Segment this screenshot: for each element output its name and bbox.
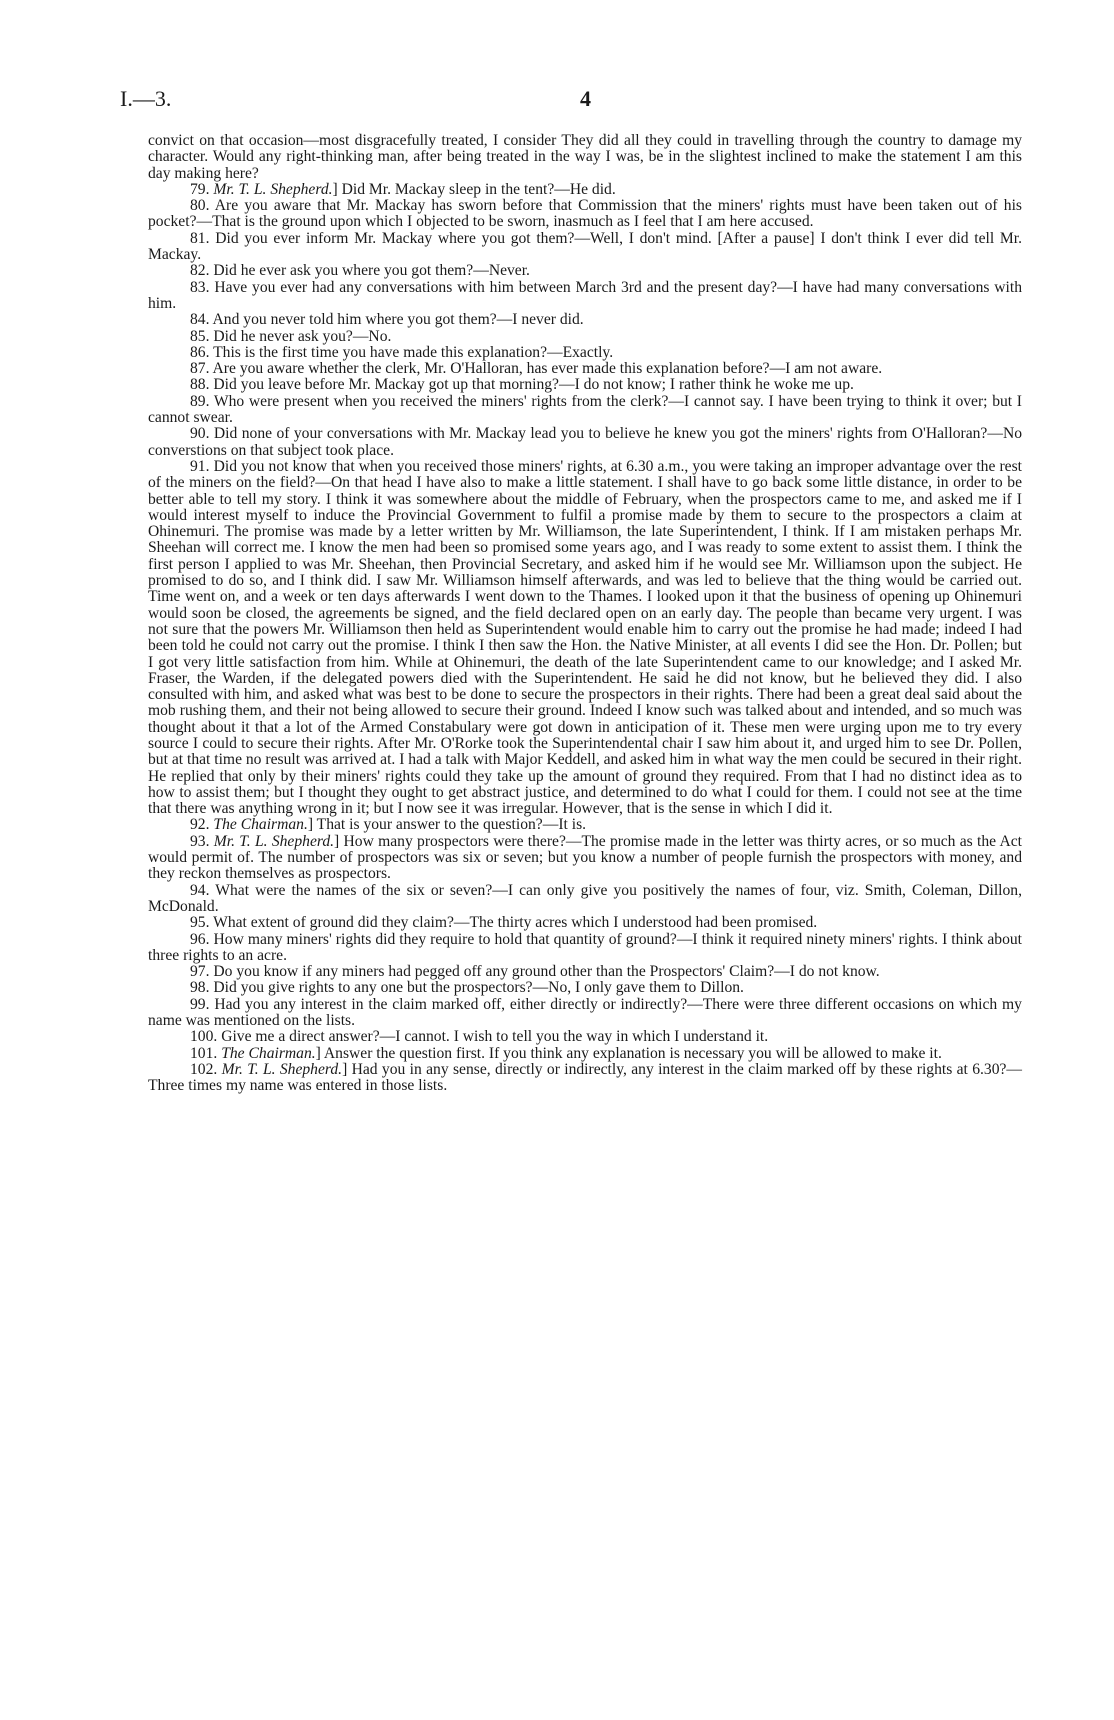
evidence-paragraph bbox=[148, 231, 1022, 264]
paragraph-text: Who were present when you received the miners' rights from the clerk?—I cannot say. I have been trying to think it over; but I cannot swear. bbox=[148, 392, 1023, 427]
question-number: 84. bbox=[190, 311, 210, 329]
paragraph-text: Did Mr. Mackay sleep in the tent?—He did. bbox=[341, 180, 616, 198]
question-number: 88. bbox=[190, 376, 210, 394]
evidence-paragraph bbox=[148, 133, 1022, 182]
evidence-paragraph bbox=[148, 361, 1022, 377]
question-number: 100. bbox=[190, 1028, 218, 1046]
evidence-paragraph bbox=[148, 964, 1022, 980]
evidence-paragraph bbox=[148, 915, 1022, 931]
question-number: 83. bbox=[190, 278, 210, 296]
question-number: 101. bbox=[190, 1044, 218, 1062]
paragraph-text: Did you ever inform Mr. Mackay where you got them?—Well, I don't mind. [After a pause] I don't think I ever did tell Mr. Mackay. bbox=[148, 229, 1022, 264]
evidence-paragraph: 93. Mr. T. L. Shepherd.] How many prospectors were there?—The promise made in the letter was thirty acres, or so much as the Act would permit of. The number of prospectors was six or seven; but you know a number of people furnish the prospectors with money, and they reckon themselves as prospectors. bbox=[148, 832, 1022, 883]
paragraph-text: That is your answer to the question?—It is. bbox=[316, 816, 587, 834]
question-number: 98. bbox=[190, 979, 210, 997]
paper-reference: I.—3. bbox=[120, 86, 172, 111]
question-number: 89. bbox=[190, 392, 210, 410]
speaker-name: Mr. T. L. Shepherd. bbox=[221, 1060, 343, 1078]
paragraph-text: Had you in any sense, directly or indirectly, any interest in the claim marked off by these rights at 6.30?—Three times my name was entered in those lists. bbox=[148, 1060, 1023, 1095]
question-number: 91. bbox=[190, 457, 210, 475]
paragraph-text: Did he ever ask you where you got them?—Never. bbox=[213, 262, 530, 280]
paragraph-text: What were the names of the six or seven?—I can only give you positively the names of four, viz. Smith, Coleman, Dillon, McDonald. bbox=[148, 881, 1023, 915]
evidence-paragraph bbox=[148, 263, 1022, 279]
paragraph-text: What extent of ground did they claim?—The thirty acres which I understood had been promised. bbox=[213, 914, 818, 932]
evidence-paragraph bbox=[148, 459, 1022, 818]
page-number: 4 bbox=[580, 86, 591, 111]
paragraph-text: Have you ever had any conversations with him between March 3rd and the present day?—I have had many conversations with him. bbox=[148, 278, 1023, 312]
paragraph-text: Are you aware whether the clerk, Mr. O'Halloran, has ever made this explanation before?—I am not aware. bbox=[212, 360, 883, 378]
question-number: 99. bbox=[190, 995, 210, 1013]
evidence-text bbox=[148, 133, 1022, 1095]
evidence-paragraph: 92. The Chairman.] That is your answer to the question?—It is. bbox=[190, 816, 587, 834]
paragraph-text: Did you give rights to any one but the prospectors?—No, I only gave them to Dillon. bbox=[213, 979, 744, 997]
paragraph-text: Do you know if any miners had pegged off any ground other than the Prospectors' Claim?—I do not know. bbox=[213, 963, 880, 981]
question-number: 94. bbox=[190, 881, 210, 899]
question-number: 92. bbox=[190, 816, 210, 834]
paragraph-text: Did you leave before Mr. Mackay got up that morning?—I do not know; I rather think he woke me up. bbox=[213, 376, 854, 394]
question-number: 79. bbox=[190, 180, 210, 198]
speaker-name: Mr. T. L. Shepherd. bbox=[213, 180, 333, 198]
question-number: 82. bbox=[190, 262, 210, 280]
question-number: 80. bbox=[190, 197, 210, 215]
evidence-paragraph bbox=[148, 198, 1022, 231]
evidence-paragraph bbox=[148, 980, 1022, 996]
question-number: 85. bbox=[190, 327, 210, 345]
question-number: 102. bbox=[190, 1060, 218, 1078]
evidence-paragraph: 101. The Chairman.] Answer the question first. If you think any explanation is necessary you will be allowed to make it. bbox=[190, 1044, 942, 1062]
evidence-paragraph bbox=[148, 997, 1022, 1030]
evidence-paragraph bbox=[148, 883, 1022, 916]
paragraph-text: Did he never ask you?—No. bbox=[213, 327, 392, 345]
evidence-paragraph bbox=[148, 932, 1022, 965]
question-number: 97. bbox=[190, 963, 210, 981]
paragraph-text: How many prospectors were there?—The promise made in the letter was thirty acres, or so much as the Act would permit of. The number of prospectors was six or seven; but you know a number of people furnish the prospectors with money, and they reckon themselves as prospectors. bbox=[148, 832, 1022, 883]
paragraph-text: convict on that occasion—most disgracefully treated, I consider They did all they could in travelling through the country to damage my character. Would any right-thinking man, after being treated in the way I was, be in the slightest inclined to make the statement I am this day making here? bbox=[148, 132, 1022, 182]
paragraph-text: And you never told him where you got them?—I never did. bbox=[212, 311, 584, 329]
question-number: 93. bbox=[190, 832, 210, 850]
evidence-paragraph bbox=[148, 329, 1022, 345]
question-number: 96. bbox=[190, 930, 210, 948]
paragraph-text: Did none of your conversations with Mr. Mackay lead you to believe he knew you got the miners' rights from O'Halloran?—No converstions on that subject took place. bbox=[148, 425, 1022, 459]
evidence-paragraph bbox=[148, 280, 1022, 313]
evidence-paragraph: 102. Mr. T. L. Shepherd.] Had you in any sense, directly or indirectly, any interest in the claim marked off by these rights at 6.30?—Three times my name was entered in those lists. bbox=[148, 1060, 1023, 1095]
paragraph-text: Had you any interest in the claim marked off, either directly or indirectly?—There were three different occasions on which my name was mentioned on the lists. bbox=[148, 995, 1022, 1030]
evidence-paragraph bbox=[148, 426, 1022, 459]
paragraph-text: Did you not know that when you received those miners' rights, at 6.30 a.m., you were taking an improper advantage over the rest of the miners on the field?—On that head I have also to make a little statement. I shall have to go back some little distance, in order to be better able to tell my story. I think it was somewhere about the middle of February, when the prospectors came to me, and asked me if I would interest myself to induce the Provincial Government to fulfil a promise made by them to secure to the prospectors a claim at Ohinemuri. The promise was made by a letter written by Mr. Williamson, the late Superintendent, I think. If I am mistaken perhaps Mr. Sheehan will correct me. I know the men had been so promised some years ago, and I was ready to some extent to assist them. I think the first person I applied to was Mr. Sheehan, then Provincial Secretary, and asked him if he would see Mr. Williamson upon the subject. He promised to do so, and I think did. I saw Mr. Williamson himself afterwards, and was led to believe that the thing would be carried out. Time went on, and a week or ten days afterwards I went down to the Thames. I looked upon it that the business of opening up Ohinemuri would soon be closed, the agreements be signed, and the field declared open on an early day. The people than became very urgent. I was not sure that the powers Mr. Williamson then held as Superintendent would enable him to carry out the promise he had made; indeed I had been told he could not carry out the promise. I think I then saw the Hon. the Native Minister, at all events I did see the Hon. Dr. Pollen; but I got very little satisfaction from him. While at Ohinemuri, the death of the late Superintendent came to our knowledge; and I asked Mr. Fraser, the Warden, if the delegated powers died with the Superintendent. He said he did not know, but he believed they did. I also consulted with him, and asked what was best to be done to secure the prospectors in their rights. There had been a great deal said about the mob rushing them, and their not being allowed to secure their ground. Indeed I know such was talked about and intended, and so much was thought about it that a lot of the Armed Constabulary were got down in anticipation of it. These men were urging upon me to try every source I could to secure their rights. After Mr. O'Rorke took the Superintendental chair I saw him about it, and urged him to see Dr. Pollen, but at that time no result was arrived at. I had a talk with Major Keddell, and asked him in what way the men could be secured in their right. He replied that only by their miners' rights could they take up the amount of ground they required. From that I had no distinct idea as to how to assist them; but I thought they ought to get abstract justice, and determined to do what I could for them. I could not see at the time that there was anything wrong in it; but I now see it was irregular. However, that is the sense in which I did it. bbox=[148, 457, 1023, 818]
page-header bbox=[120, 86, 1020, 116]
evidence-paragraph bbox=[148, 377, 1022, 393]
question-number: 90. bbox=[190, 425, 210, 443]
speaker-name: Mr. T. L. Shepherd. bbox=[213, 832, 335, 850]
question-number: 95. bbox=[190, 914, 210, 932]
evidence-paragraph: 79. Mr. T. L. Shepherd.] Did Mr. Mackay sleep in the tent?—He did. bbox=[190, 180, 616, 198]
question-number: 86. bbox=[190, 343, 210, 361]
paragraph-text: This is the first time you have made this explanation?—Exactly. bbox=[213, 343, 614, 361]
paragraph-text: How many miners' rights did they require to hold that quantity of ground?—I think it required ninety miners' rights. I think about three rights to an acre. bbox=[148, 930, 1022, 964]
evidence-paragraph bbox=[148, 394, 1022, 427]
question-number: 87. bbox=[190, 360, 210, 378]
evidence-paragraph bbox=[148, 345, 1022, 361]
speaker-name: The Chairman. bbox=[221, 1044, 316, 1062]
question-number: 81. bbox=[190, 229, 210, 247]
paragraph-text: Are you aware that Mr. Mackay has sworn before that Commission that the miners' rights must have been taken out of his pocket?—That is the ground upon which I objected to be sworn, inasmuch as I feel that I am here accused. bbox=[148, 197, 1022, 231]
evidence-paragraph bbox=[148, 1029, 1022, 1045]
paragraph-text: Give me a direct answer?—I cannot. I wish to tell you the way in which I understand it. bbox=[221, 1028, 769, 1046]
speaker-name: The Chairman. bbox=[213, 816, 308, 834]
evidence-paragraph bbox=[148, 312, 1022, 328]
paragraph-text: Answer the question first. If you think any explanation is necessary you will be allowed to make it. bbox=[323, 1044, 942, 1062]
